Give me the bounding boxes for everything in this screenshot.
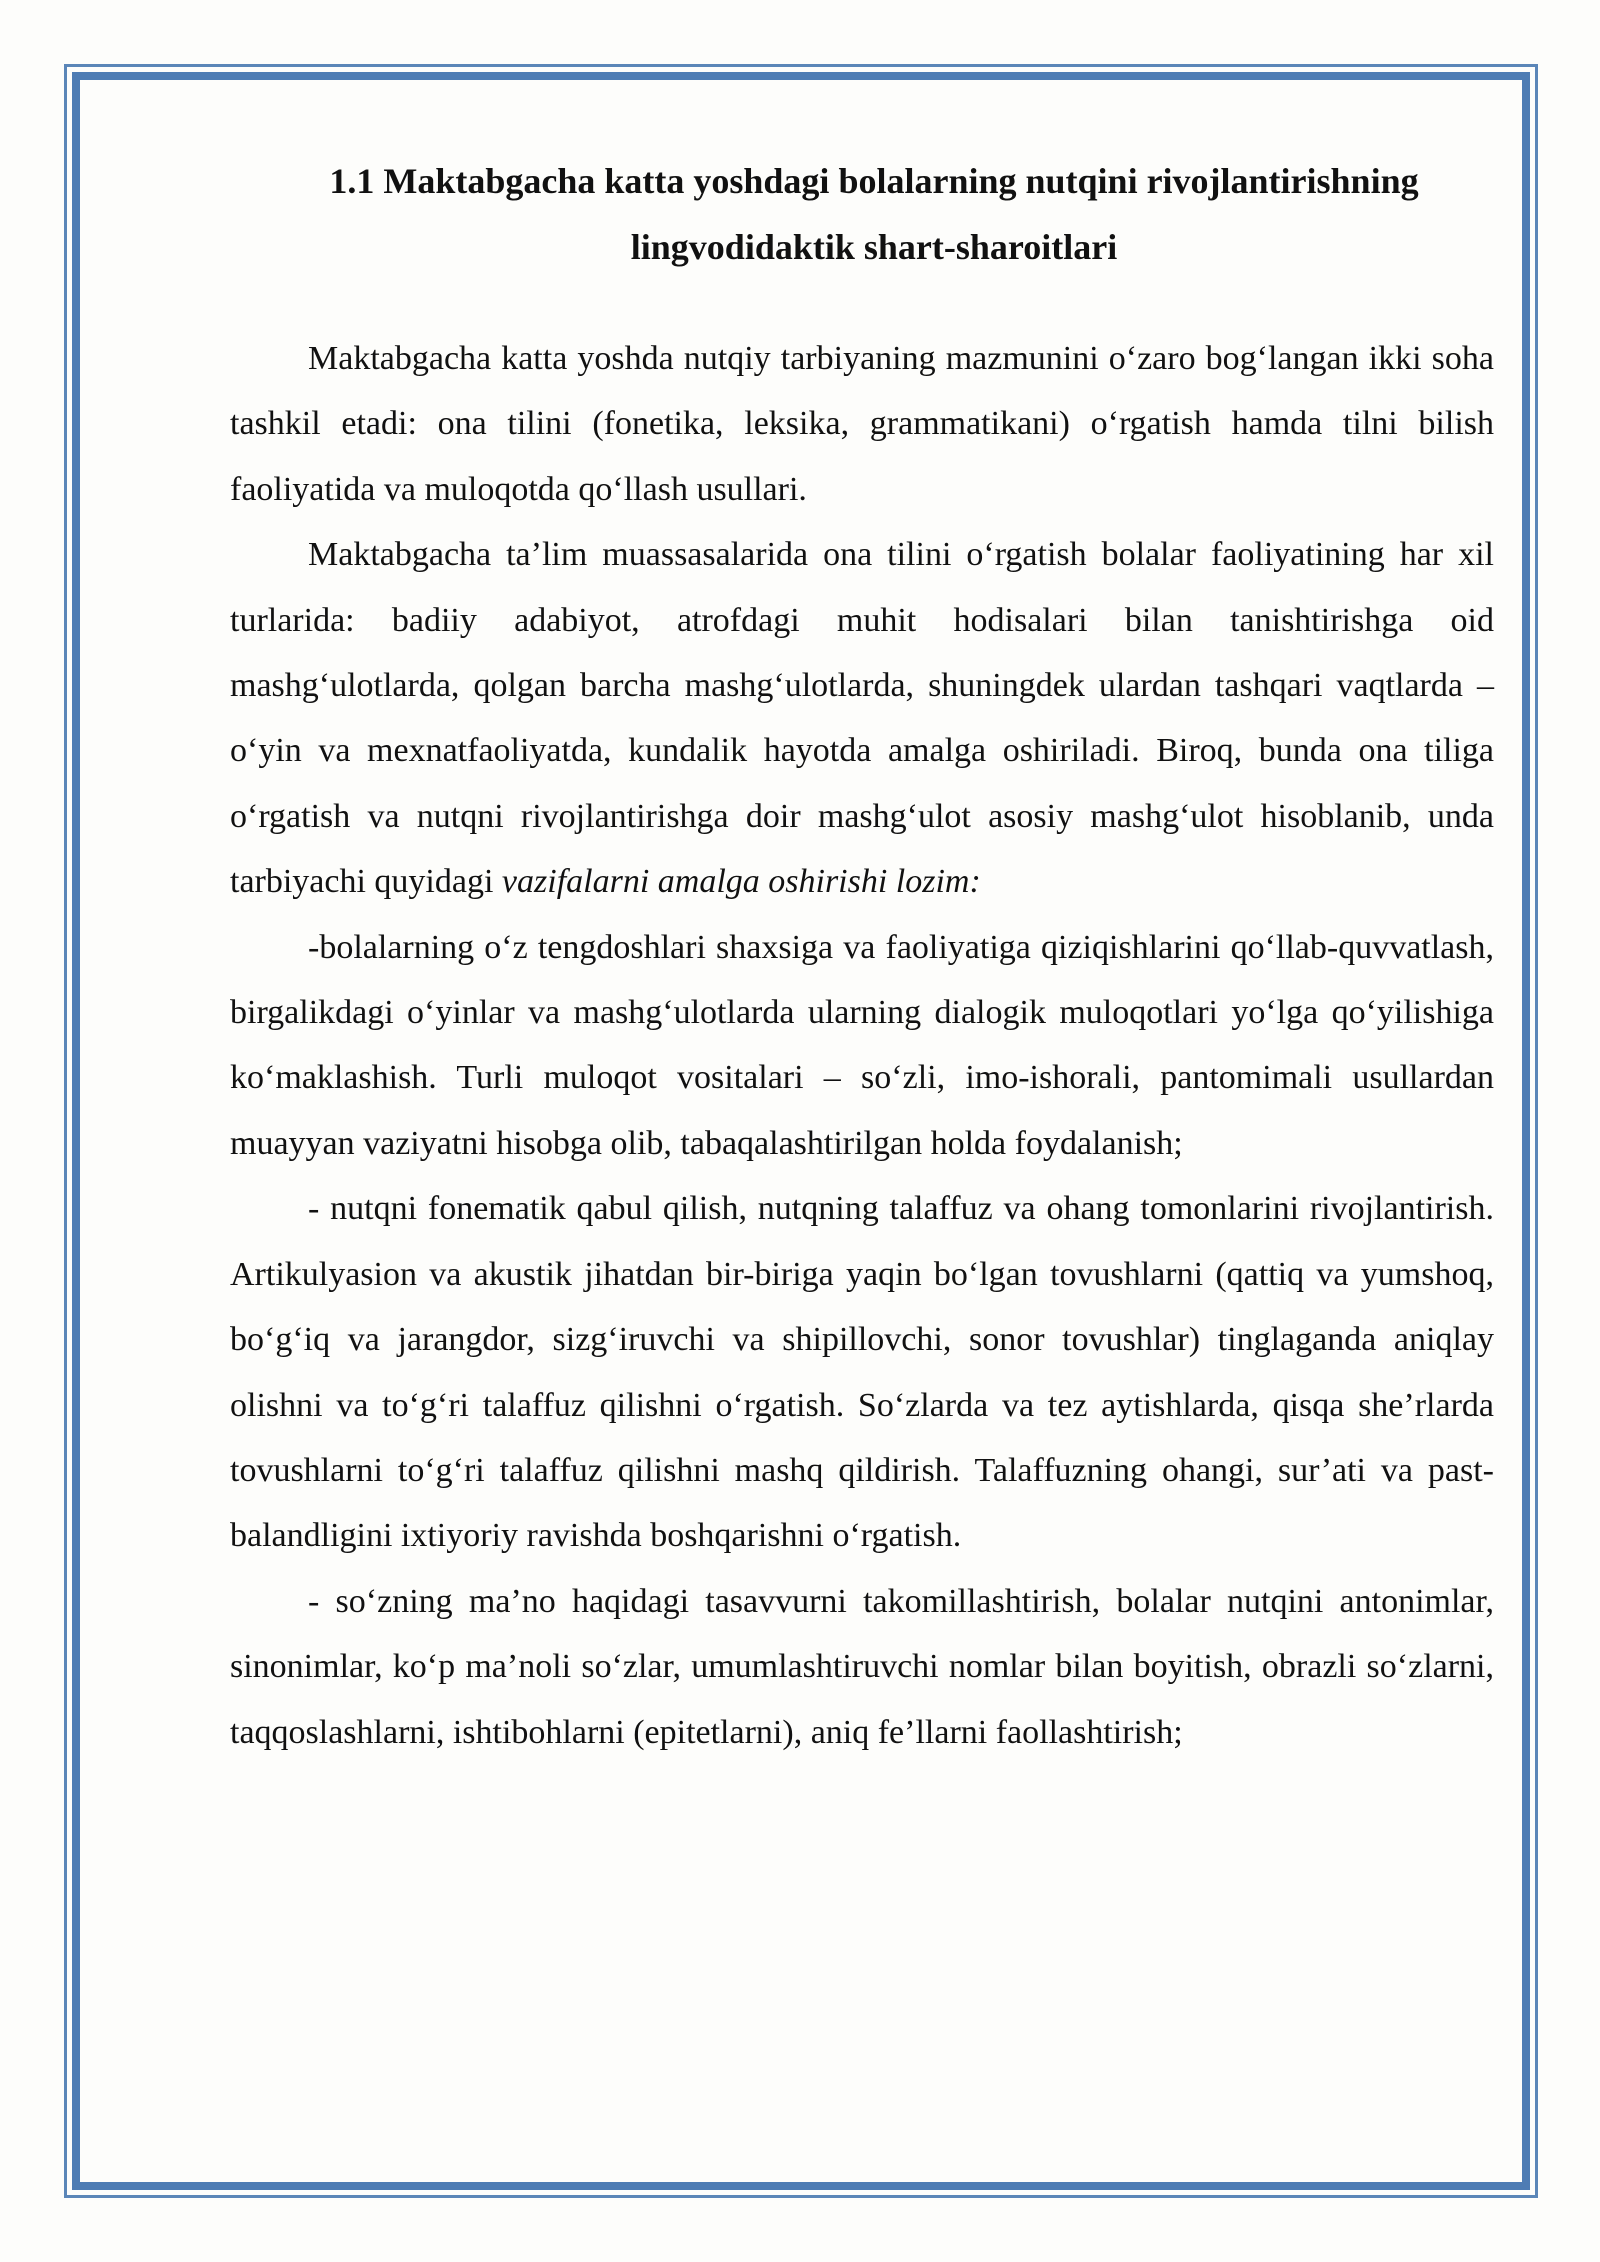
- paragraph-2-text: Maktabgacha ta’lim muassasalarida ona tilini o‘rgatish bolalar faoliyatining har xil turlarida: badiiy adabiyot, atrofdagi muhit hodisalari bilan tanishtirishga oid mashg‘ulotlarda, qolgan barcha mashg‘ulotlarda, shuningdek ulardan tashqari vaqtlarda – o‘yin va mexnatfaoliyatda, kundalik hayotda amalga oshiriladi. Biroq, bunda ona tiliga o‘rgatish va nutqni rivojlantirishga doir mashg‘ulot asosiy mashg‘ulot hisoblanib, unda tarbiyachi quyidagi: [230, 536, 1494, 901]
- section-heading: [230, 148, 1494, 280]
- paragraph-4: - nutqni fonematik qabul qilish, nutqning talaffuz va ohang tomonlarini rivojlantirish. Artikulyasion va akustik jihatdan bir-biriga yaqin bo‘lgan tovushlarni (qattiq va yumshoq, bo‘g‘iq va jarangdor, sizg‘iruvchi va shipillovchi, sonor tovushlar) tinglaganda aniqlay olishni va to‘g‘ri talaffuz qilishni o‘rgatish. So‘zlarda va tez aytishlarda, qisqa she’rlarda tovushlarni to‘g‘ri talaffuz qilishni mashq qildirish. Talaffuzning ohangi, sur’ati va past-balandligini ixtiyoriy ravishda boshqarishni o‘rgatish.: [230, 1190, 1494, 1555]
- paragraph-1: Maktabgacha katta yoshda nutqiy tarbiyaning mazmunini o‘zaro bog‘langan ikki soha tashkil etadi: ona tilini (fonetika, leksika, grammatikani) o‘rgatish hamda tilni bilish faoliyatida va muloqotda qo‘llash usullari.: [230, 340, 1494, 508]
- section-heading-line-2: lingvodidaktik shart-sharoitlari: [630, 227, 1118, 267]
- document-body: [230, 148, 1494, 1765]
- section-heading-line-1: 1.1 Maktabgacha katta yoshdagi bolalarning nutqini rivojlantirishning: [329, 161, 1419, 201]
- paragraph-2: [230, 522, 1494, 914]
- paragraph-3: -bolalarning o‘z tengdoshlari shaxsiga va faoliyatiga qiziqishlarini qo‘llab-quvvatlash, birgalikdagi o‘yinlar va mashg‘ulotlarda ularning dialogik muloqotlari yo‘lga qo‘yilishiga ko‘maklashish. Turli muloqot vositalari – so‘zli, imo-ishorali, pantomimali usullardan muayyan vaziyatni hisobga olib, tabaqalashtirilgan holda foydalanish;: [230, 928, 1494, 1162]
- paragraph-2-italic: vazifalarni amalga oshirishi lozim:: [501, 863, 981, 901]
- paragraph-5: - so‘zning ma’no haqidagi tasavvurni takomillashtirish, bolalar nutqini antonimlar, sinonimlar, ko‘p ma’noli so‘zlar, umumlashtiruvchi nomlar bilan boyitish, obrazli so‘zlarni, taqqoslashlarni, ishtibohlarni (epitetlarni), aniq fe’llarni faollashtirish;: [230, 1582, 1494, 1751]
